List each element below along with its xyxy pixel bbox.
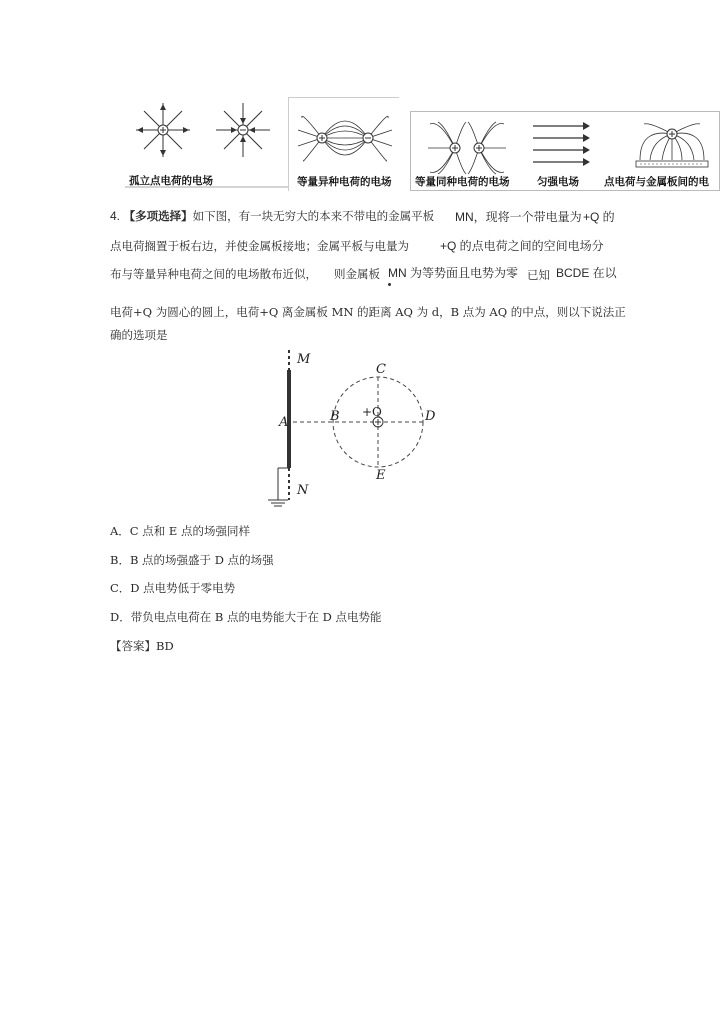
question-line-3: 布与等量异种电荷之间的电场散布近似， [110,267,317,281]
label-A: A [279,415,289,430]
caption-unlike-pair: 等量异种电荷的电场 [297,176,392,188]
question-line-1: 4. 【多项选择】如下图，有一块无穷大的本来不带电的金属平板 [110,209,435,223]
option-d: D．带负电点电荷在 B 点的电势能大于在 D 点电势能 [110,610,382,624]
option-c: C．D 点电势低于零电势 [110,581,236,595]
label-N: N [297,483,309,498]
question-line-4: 电荷+Q 为圆心的圆上，电荷+Q 离金属板 MN 的距离 AQ 为 d，B 点为 AQ 的中点，则以下说法正 [110,305,626,319]
label-E: E [376,468,386,483]
label-B: B [330,409,340,424]
label-Q: +Q [362,405,382,419]
question-line-2: 点电荷搁置于板右边，并使金属板接地；金属平板与电量为 [110,239,409,253]
label-M: M [297,352,311,367]
caption-isolated: 孤立点电荷的电场 [129,175,213,187]
label-D: D [425,409,436,424]
question-line-5: 确的选项是 [110,328,168,342]
label-C: C [376,362,386,377]
question-number: 4. [110,209,121,223]
question-tag: 【多项选择】 [123,209,193,223]
caption-uniform: 匀强电场 [537,176,579,188]
caption-like-pair: 等量同种电荷的电场 [415,176,510,188]
ground-symbol [268,468,289,506]
option-b: B．B 点的场强盛于 D 点的场强 [110,553,274,567]
option-a: A．C 点和 E 点的场强同样 [110,524,250,538]
answer: 【答案】BD [110,639,174,653]
caption-plate: 点电荷与金属板间的电 [604,176,709,188]
